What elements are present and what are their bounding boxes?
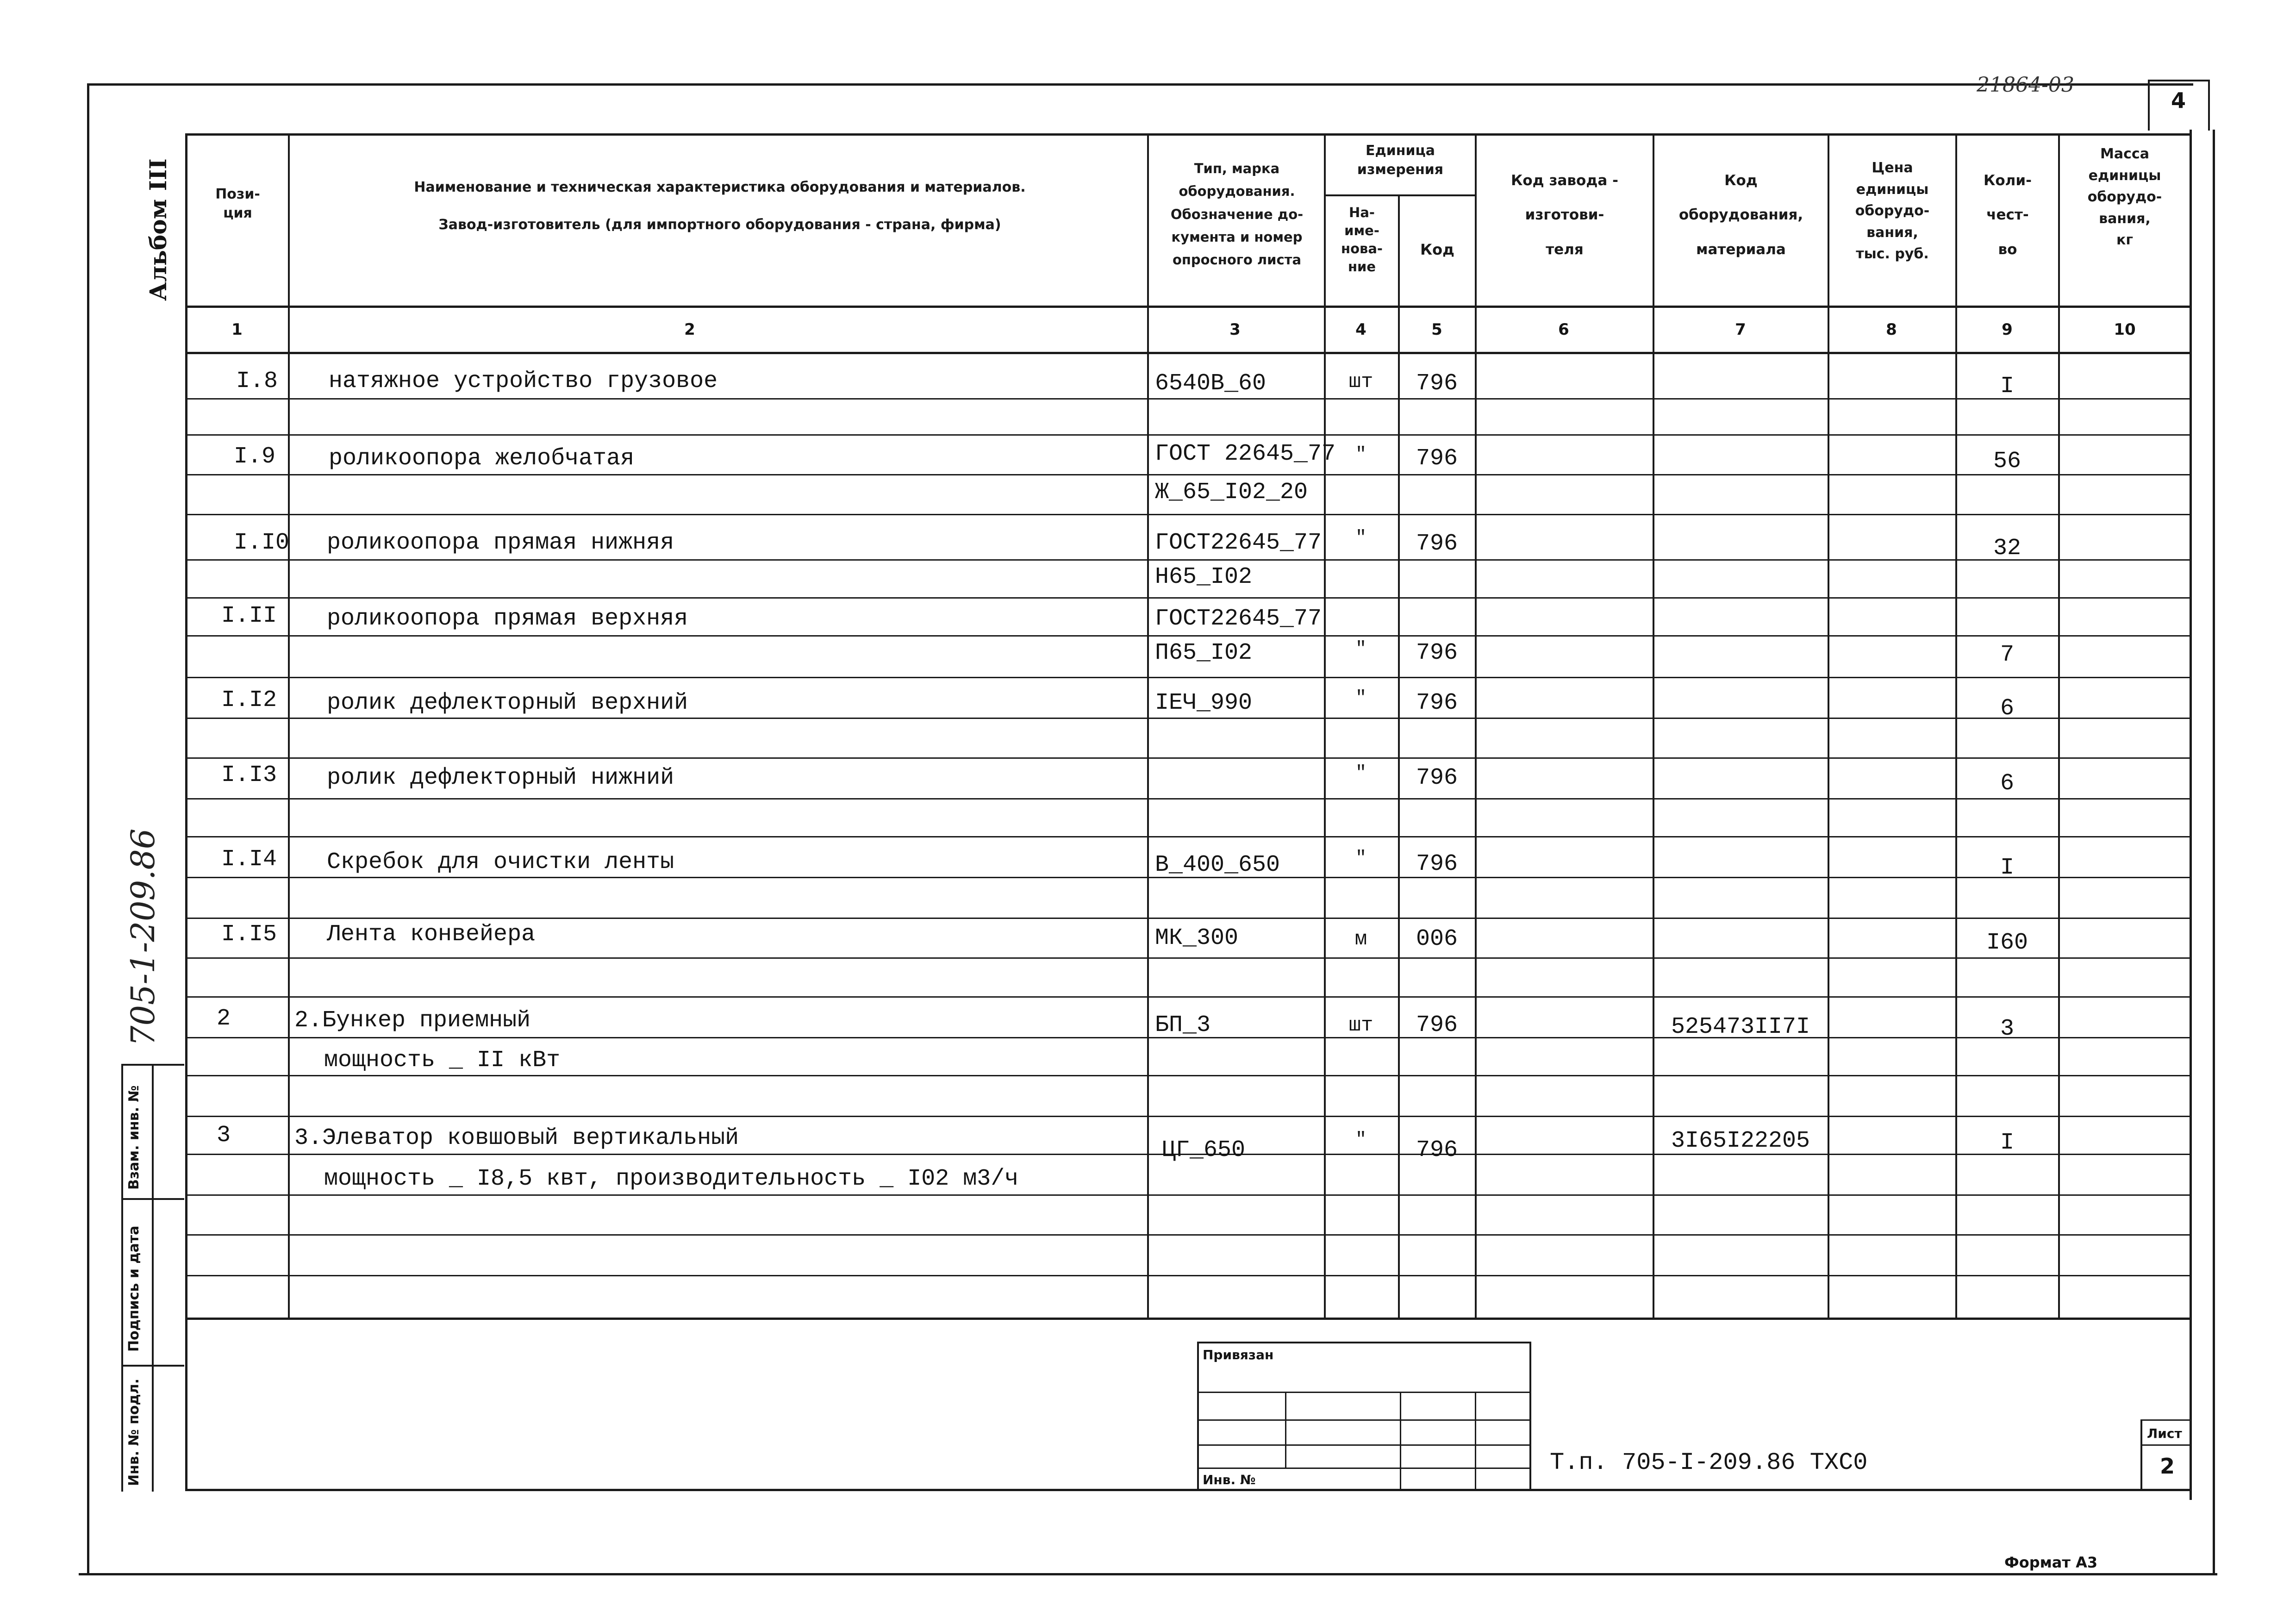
margin-strip-div1	[121, 1198, 184, 1200]
cell-position: I.I4	[221, 846, 277, 873]
stamp-label-vzam: Взам. инв. №	[126, 1085, 142, 1190]
row-line	[185, 597, 2192, 599]
col-sep-6	[1653, 133, 1654, 1318]
cell-unit: шт	[1348, 370, 1373, 394]
cell-position: I.I2	[221, 687, 277, 713]
sheet-box-top	[2148, 80, 2210, 81]
row-line	[185, 635, 2192, 637]
cell-type: ЦГ_650	[1162, 1137, 1246, 1163]
cell-position: I.I3	[221, 762, 277, 788]
cell-type: Н65_I02	[1155, 564, 1253, 590]
header-name: Наименование и техническая характеристика оборудования и материалов. Завод-изготовитель (для импортного оборудования - страна, фирма)	[414, 179, 1026, 233]
row-line	[185, 918, 2192, 919]
cell-code: 796	[1416, 640, 1458, 666]
stamp-col	[1475, 1392, 1476, 1490]
numbers-bottom	[185, 352, 2192, 354]
cell-type: Ж_65_I02_20	[1155, 479, 1308, 506]
header-mass: Масса единицы оборудо- вания, кг	[2087, 146, 2162, 248]
cell-code: 796	[1416, 531, 1458, 557]
cell-type: БП_3	[1155, 1012, 1211, 1038]
cell-name: Лента конвейера	[327, 921, 536, 948]
row-line	[185, 718, 2192, 719]
cell-quantity: I	[2000, 373, 2015, 400]
stamp-inv-number: Инв. №	[1203, 1472, 1256, 1487]
col-sep-7	[1828, 133, 1829, 1318]
row-line	[185, 677, 2192, 678]
format-label: Формат А3	[2004, 1554, 2098, 1571]
cell-position: 2	[217, 1006, 231, 1032]
stamp-row	[1197, 1392, 1531, 1393]
row-line	[185, 957, 2192, 959]
column-number: 4	[1355, 320, 1366, 339]
cell-code: 796	[1416, 851, 1458, 877]
header-type: Тип, марка оборудования. Обозначение до- кумента и номер опросного листа	[1170, 161, 1304, 268]
cell-code: 006	[1416, 926, 1458, 952]
margin-strip-top	[121, 1064, 184, 1066]
cell-code: 796	[1416, 1012, 1458, 1038]
cell-position: I.I0	[234, 530, 290, 556]
col-sep-1	[288, 133, 290, 1318]
cell-quantity: I	[2000, 1130, 2015, 1156]
row-line	[185, 798, 2192, 800]
stamp-label-podpis: Подпись и дата	[126, 1225, 142, 1352]
col-sep-4	[1398, 194, 1400, 1318]
cell-unit: "	[1355, 848, 1367, 869]
table-bottom	[185, 1489, 2192, 1491]
sheet-cell-top	[2140, 1419, 2191, 1421]
column-number: 8	[1886, 320, 1897, 339]
cell-type: IЕЧ_990	[1155, 690, 1253, 716]
column-number: 1	[231, 320, 243, 339]
stamp-row	[1197, 1419, 1531, 1421]
column-number: 5	[1431, 320, 1442, 339]
cell-quantity: I	[2000, 855, 2015, 881]
cell-quantity: 6	[2000, 695, 2015, 722]
inner-frame-right	[2190, 130, 2192, 1500]
row-line	[185, 434, 2192, 436]
cell-unit: "	[1355, 763, 1367, 784]
cell-type: МК_300	[1155, 925, 1239, 951]
cell-quantity: 6	[2000, 770, 2015, 797]
sheet-value: 2	[2160, 1454, 2175, 1479]
row-line	[185, 1075, 2192, 1076]
frame-right	[2213, 130, 2215, 1574]
frame-left	[87, 83, 89, 1574]
margin-strip-div2	[121, 1365, 184, 1367]
cell-equipment-code: 3I65I22205	[1671, 1128, 1810, 1154]
header-unit-group: Единица измерения	[1357, 143, 1444, 178]
stamp-col	[1400, 1392, 1401, 1490]
cell-unit: "	[1355, 1130, 1367, 1150]
stamp-row	[1197, 1444, 1531, 1446]
col-sep-8	[1955, 133, 1957, 1318]
cell-name: мощность _ I8,5 квт, производительность _ I02 м3/ч	[324, 1166, 1019, 1192]
row-line	[185, 398, 2192, 400]
column-number: 9	[2002, 320, 2013, 339]
margin-strip-mid	[152, 1064, 154, 1492]
cell-position: I.I5	[221, 921, 277, 948]
cell-type: В_400_650	[1155, 852, 1280, 878]
header-unit-code: Код	[1420, 241, 1454, 258]
cell-name: ролик дефлекторный верхний	[327, 690, 688, 716]
row-line	[185, 559, 2192, 561]
header-equipment-code: Код оборудования, материала	[1678, 172, 1803, 258]
cell-quantity: 7	[2000, 642, 2015, 668]
column-number: 10	[2114, 320, 2136, 339]
cell-unit: "	[1355, 528, 1367, 549]
cell-name: 3.Элеватор ковшовый вертикальный	[294, 1125, 739, 1151]
cell-code: 796	[1416, 370, 1458, 397]
col-sep-9	[2058, 133, 2060, 1318]
body-bottom	[185, 1318, 2192, 1320]
cell-name: роликоопора прямая нижняя	[327, 530, 674, 556]
sheet-box-right	[2208, 80, 2210, 131]
cell-quantity: 32	[1993, 535, 2021, 562]
column-number: 6	[1558, 320, 1569, 339]
sheet-label: Лист	[2147, 1426, 2182, 1441]
row-line	[185, 474, 2192, 475]
cell-unit: м	[1354, 928, 1367, 951]
cell-type: 6540В_60	[1155, 370, 1267, 397]
cell-equipment-code: 525473II7I	[1671, 1014, 1810, 1040]
column-number: 3	[1229, 320, 1241, 339]
cell-position: I.8	[236, 368, 278, 394]
stamp-label-inv: Инв. № подл.	[126, 1378, 142, 1486]
column-number: 2	[684, 320, 695, 339]
cell-type: П65_I02	[1155, 640, 1253, 666]
cell-name: Скребок для очистки ленты	[327, 849, 674, 875]
stamp-row	[1197, 1468, 1531, 1469]
header-bottom	[185, 306, 2192, 308]
handwritten-project-number: 705-1-209.86	[124, 828, 162, 1046]
header-position: Пози- ция	[215, 186, 260, 221]
doc-number: 21864-03	[1977, 73, 2074, 97]
cell-unit: "	[1355, 639, 1367, 660]
sheet-cell-left	[2140, 1419, 2142, 1490]
row-line	[185, 1275, 2192, 1276]
header-quantity: Коли- чест- во	[1984, 172, 2032, 258]
col-sep-5	[1475, 133, 1477, 1318]
frame-bottom	[79, 1573, 2217, 1575]
cell-unit: шт	[1348, 1014, 1373, 1037]
col-sep-3	[1324, 133, 1326, 1318]
header-factory-code: Код завода - изготови- теля	[1511, 172, 1618, 258]
row-line	[185, 1234, 2192, 1236]
cell-code: 796	[1416, 445, 1458, 472]
cell-type: ГОСТ22645_77	[1155, 606, 1322, 632]
stamp-col	[1285, 1392, 1286, 1468]
sheet-box-left	[2148, 80, 2150, 131]
row-line	[185, 1116, 2192, 1117]
col-sep-2	[1147, 133, 1149, 1318]
cell-name: 2.Бункер приемный	[294, 1007, 531, 1034]
cell-position: 3	[217, 1122, 231, 1149]
cell-code: 796	[1416, 1137, 1458, 1163]
cell-unit: "	[1355, 688, 1367, 709]
cell-type: ГОСТ22645_77	[1155, 530, 1322, 556]
sheet-cell-mid	[2140, 1444, 2191, 1446]
cell-position: I.9	[234, 443, 276, 470]
document-designation: Т.п. 705-I-209.86 ТХС0	[1550, 1449, 1868, 1476]
cell-quantity: 56	[1993, 448, 2021, 475]
column-number: 7	[1735, 320, 1746, 339]
header-price: Цена единицы оборудо- вания, тыс. руб.	[1855, 160, 1930, 262]
cell-name: роликоопора желобчатая	[329, 445, 635, 472]
cell-unit: "	[1355, 444, 1367, 465]
row-line	[185, 757, 2192, 759]
cell-type: ГОСТ 22645_77	[1155, 441, 1336, 467]
cell-name: натяжное устройство грузовое	[329, 368, 718, 394]
album-label: Альбом III	[144, 158, 172, 301]
table-top	[185, 133, 2192, 136]
sheet-number-top: 4	[2171, 88, 2186, 113]
frame-top	[87, 83, 2193, 86]
cell-code: 796	[1416, 765, 1458, 791]
row-line	[185, 836, 2192, 837]
cell-name: ролик дефлекторный нижний	[327, 765, 674, 791]
stamp-top	[1197, 1342, 1531, 1343]
table-left	[185, 133, 187, 1490]
row-line	[185, 1194, 2192, 1196]
row-line	[185, 514, 2192, 515]
cell-name: мощность _ II кВт	[324, 1047, 561, 1074]
cell-position: I.II	[221, 603, 277, 629]
stamp-privyazan: Привязан	[1203, 1347, 1274, 1362]
cell-code: 796	[1416, 690, 1458, 716]
row-line	[185, 996, 2192, 998]
cell-quantity: I60	[1986, 930, 2028, 956]
unit-group-divider	[1324, 194, 1477, 196]
header-unit-name: На- име- нова- ние	[1341, 205, 1383, 275]
cell-quantity: 3	[2000, 1016, 2015, 1042]
margin-strip-left	[121, 1064, 123, 1492]
cell-name: роликоопора прямая верхняя	[327, 606, 688, 632]
